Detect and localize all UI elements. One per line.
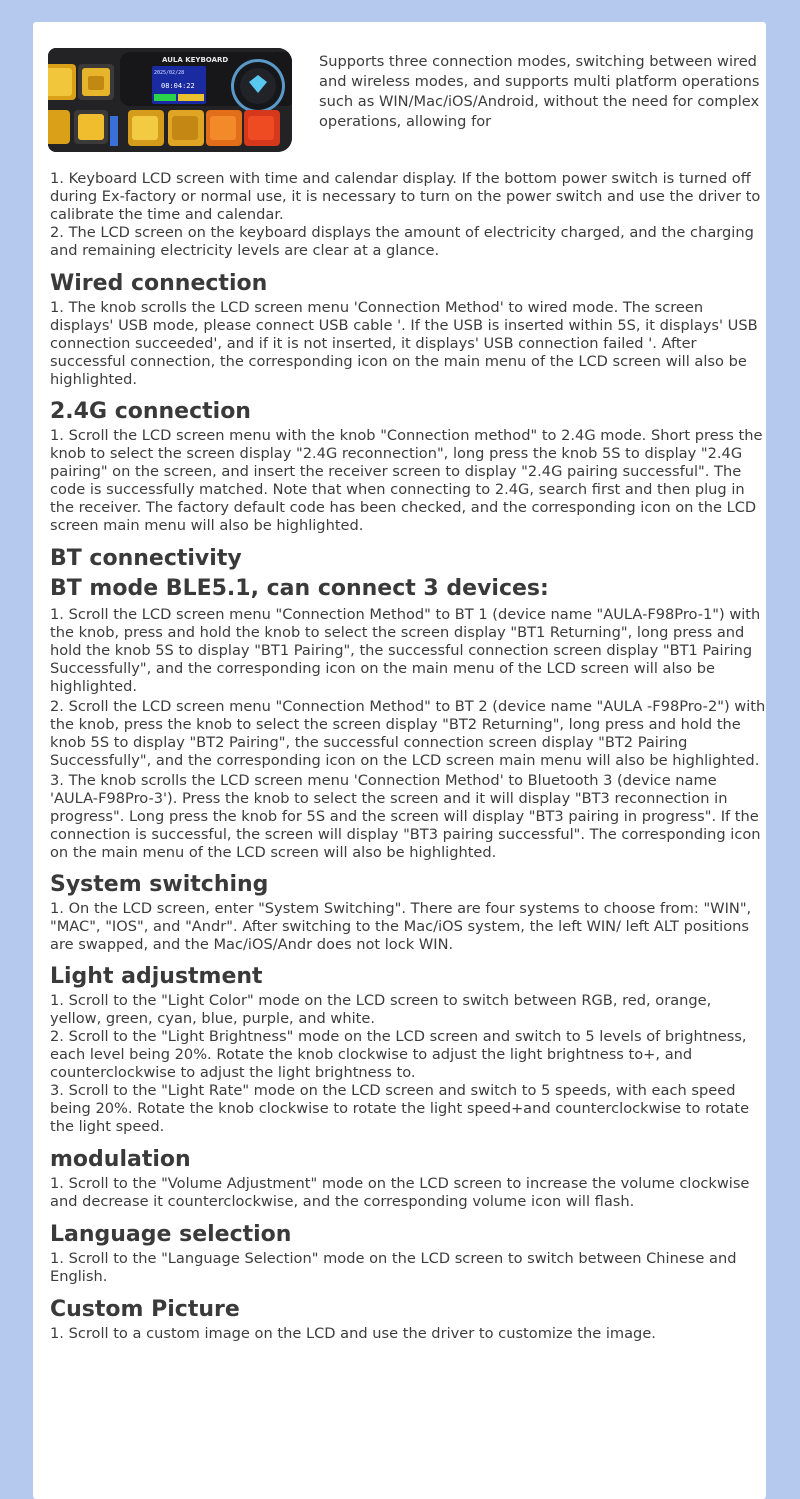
language-text: 1. Scroll to the "Language Selection" mode on the LCD screen to switch between Chinese and English.	[50, 1250, 737, 1285]
custom-text: 1. Scroll to a custom image on the LCD and use the driver to customize the image.	[50, 1325, 656, 1342]
language-heading: Language selection	[50, 1222, 292, 1247]
custom-heading: Custom Picture	[50, 1297, 240, 1322]
keyboard-product-image	[48, 48, 292, 152]
g24-text: 1. Scroll the LCD screen menu with the knob "Connection method" to 2.4G mode. Short press the knob to select the screen display "2.4G reconnection", long press the knob 5S to display "2.4G pairing" on the screen, and insert the receiver screen to display "2.4G pairing successful". The code is successfully matched. Note that when connecting to 2.4G, search first and then plug in the receiver. The factory default code has been checked, and the corresponding icon on the LCD screen main menu will also be highlighted.	[50, 427, 763, 534]
system-heading: System switching	[50, 872, 269, 897]
wired-heading: Wired connection	[50, 271, 268, 296]
brand-label: AULA KEYBOARD	[162, 56, 229, 64]
intro-text: Supports three connection modes, switching between wired and wireless modes, and supports multi platform operations such as WIN/Mac/iOS/Android, without the need for complex operations, allowing for	[319, 53, 760, 130]
lcd-time: 08:04:22	[161, 82, 195, 90]
content-card	[33, 22, 766, 1499]
bt-item-1: 1. Scroll the LCD screen menu "Connection Method" to BT 1 (device name "AULA-F98Pro-1") with the knob, press and hold the knob to select the screen display "BT1 Returning", long press and hold the knob 5S to display "BT1 Pairing", the successful connection screen display "BT1 Pairing Successfully", and the corresponding icon on the main menu of the LCD screen will also be highlighted.	[50, 606, 761, 695]
modulation-heading: modulation	[50, 1147, 191, 1172]
bt-subheading: BT mode BLE5.1, can connect 3 devices:	[50, 576, 549, 601]
intro-row	[50, 22, 766, 170]
bt-item-2: 2. Scroll the LCD screen menu "Connection Method" to BT 2 (device name "AULA -F98Pro-2") with the knob, press the knob to select the screen display "BT2 Returning", long press and hold the knob 5S to display "BT2 Pairing", the successful connection screen display "BT2 Pairing Successfully", and the corresponding icon on the LCD screen main menu will also be highlighted.	[50, 698, 766, 769]
light-line-3: 3. Scroll to the "Light Rate" mode on the LCD screen and switch to 5 speeds, with each speed being 20%. Rotate the knob clockwise to rotate the light speed+and counterclockwise to rotate the light speed.	[50, 1082, 750, 1135]
system-text: 1. On the LCD screen, enter "System Switching". There are four systems to choose from: "WIN", "MAC", "IOS", and "Andr". After switching to the Mac/iOS system, the left WIN/ left ALT positions are swapped, and the Mac/iOS/Andr does not lock WIN.	[50, 900, 752, 953]
g24-heading: 2.4G connection	[50, 399, 251, 424]
light-line-2: 2. Scroll to the "Light Brightness" mode on the LCD screen and switch to 5 levels of brightness, each level being 20%. Rotate the knob clockwise to adjust the light brightness to+, and counterclockwise to adjust the light brightness to.	[50, 1028, 747, 1081]
lcd-date: 2025/02/28	[154, 70, 185, 76]
bt-item-3: 3. The knob scrolls the LCD screen menu 'Connection Method' to Bluetooth 3 (device name 'AULA-F98Pro-3'). Press the knob to select the screen and it will display "BT3 reconnection in progress". Long press the knob for 5S and the screen will display "BT3 pairing in progress". If the connection is successful, the screen will display "BT3 pairing successful". The corresponding icon on the main menu of the LCD screen will also be highlighted.	[50, 772, 761, 861]
lcd-paragraph-2: 2. The LCD screen on the keyboard displays the amount of electricity charged, and the charging and remaining electricity levels are clear at a glance.	[50, 224, 754, 259]
bt-heading: BT connectivity	[50, 546, 242, 571]
light-heading: Light adjustment	[50, 964, 263, 989]
lcd-paragraph-1: 1. Keyboard LCD screen with time and calendar display. If the bottom power switch is turned off during Ex-factory or normal use, it is necessary to turn on the power switch and use the driver to calibrate the time and calendar.	[50, 170, 761, 223]
light-line-1: 1. Scroll to the "Light Color" mode on the LCD screen to switch between RGB, red, orange, yellow, green, cyan, blue, purple, and white.	[50, 992, 712, 1027]
modulation-text: 1. Scroll to the "Volume Adjustment" mode on the LCD screen to increase the volume clockwise and decrease it counterclockwise, and the corresponding volume icon will flash.	[50, 1175, 750, 1210]
keyboard-illustration	[48, 48, 292, 152]
wired-text: 1. The knob scrolls the LCD screen menu 'Connection Method' to wired mode. The screen displays' USB mode, please connect USB cable '. If the USB is inserted within 5S, it displays' USB connection succeeded', and if it is not inserted, it displays' USB connection failed '. After successful connection, the corresponding icon on the main menu of the LCD screen will also be highlighted.	[50, 299, 758, 388]
article-body	[50, 22, 766, 1343]
